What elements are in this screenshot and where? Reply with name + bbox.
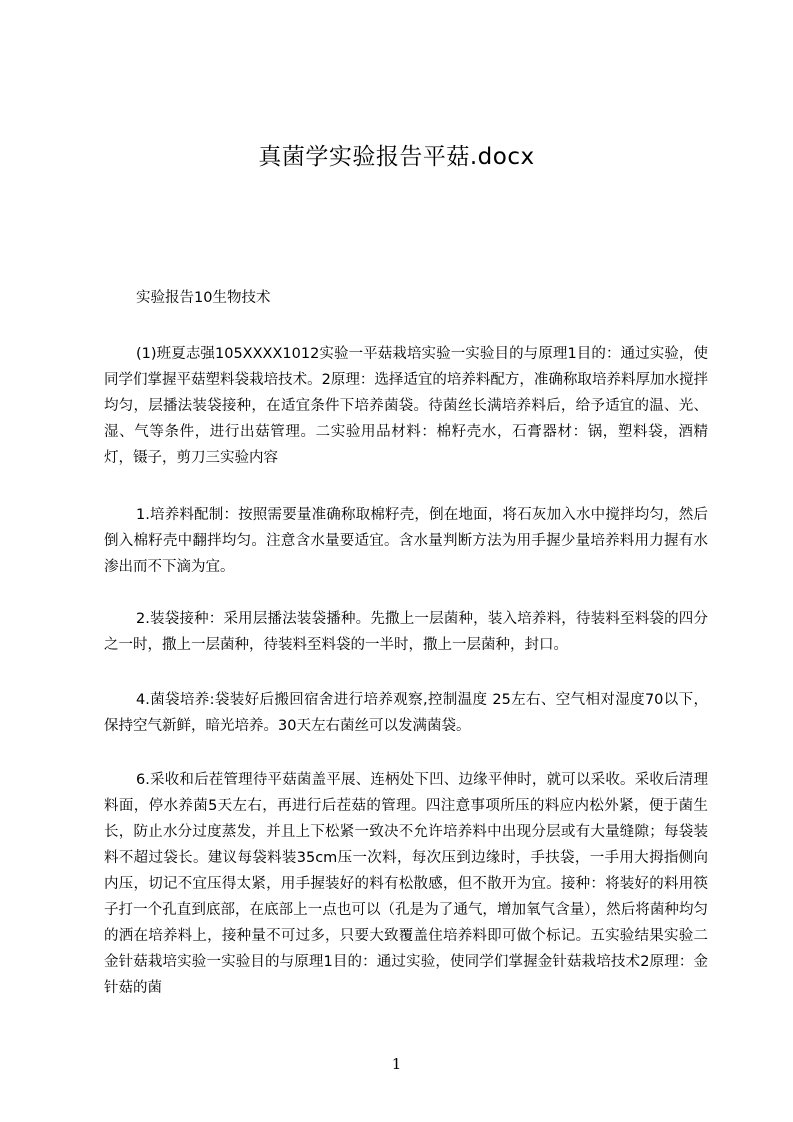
document-title: 真菌学实验报告平菇.docx — [258, 144, 535, 170]
paragraph-step-1: 1.培养料配制：按照需要量准确称取棉籽壳，倒在地面，将石灰加入水中搅拌均匀，然后倒入棉籽壳中翻拌均匀。注意含水量要适宜。含水量判断方法为用手握少量培养料用力握有水渗出而不下滴为宜。 — [104, 507, 708, 575]
paragraph-step-2: 2.装袋接种：采用层播法装袋播种。先撒上一层菌种，装入培养料，待装料至料袋的四分之一时，撒上一层菌种，待装料至料袋的一半时，撒上一层菌种，封口。 — [104, 611, 708, 653]
paragraph-intro: (1)班夏志强105XXXX1012实验一平菇栽培实验一实验目的与原理1目的：通过实验，使同学们掌握平菇塑料袋栽培技术。2原理：选择适宜的培养料配方，准确称取培养料厚加水搅拌均匀，层播法装袋接种，在适宜条件下培养菌袋。待菌丝长满培养料后，给予适宜的温、光、湿、气等条件，进行出菇管理。二实验用品材料：棉籽壳水，石膏器材：锅，塑料袋，酒精灯，镊子，剪刀三实验内容 — [104, 346, 708, 466]
page-number: 1 — [391, 1055, 402, 1073]
paragraph-step-4: 4.菌袋培养:袋装好后搬回宿舍进行培养观察,控制温度 25左右、空气相对湿度70以下，保持空气新鲜，暗光培养。30天左右菌丝可以发满菌袋。 — [104, 692, 708, 734]
paragraph-report-heading: 实验报告10生物技术 — [136, 290, 271, 306]
paragraph-step-6: 6.采收和后茬管理待平菇菌盖平展、连柄处下凹、边缘平伸时，就可以采收。采收后清理料面，停水养菌5天左右，再进行后茬菇的管理。四注意事项所压的料应内松外紧，便于菌生长，防止水分过度蒸发，并且上下松紧一致决不允许培养料中出现分层或有大量缝隙；每袋装料不超过袋长。建议每袋料装35cm压一次料，每次压到边缘时，手扶袋，一手用大拇指侧向内压，切记不宜压得太紧，用手握装好的料有松散感，但不散开为宜。接种：将装好的料用筷子打一个孔直到底部，在底部上一点也可以（孔是为了通气，增加氧气含量），然后将菌种均匀的洒在培养料上，接种量不可过多，只要大致覆盖住培养料即可做个标记。五实验结果实验二金针菇栽培实验一实验目的与原理1目的：通过实验，使同学们掌握金针菇栽培技术2原理：金针菇的菌 — [104, 772, 708, 996]
